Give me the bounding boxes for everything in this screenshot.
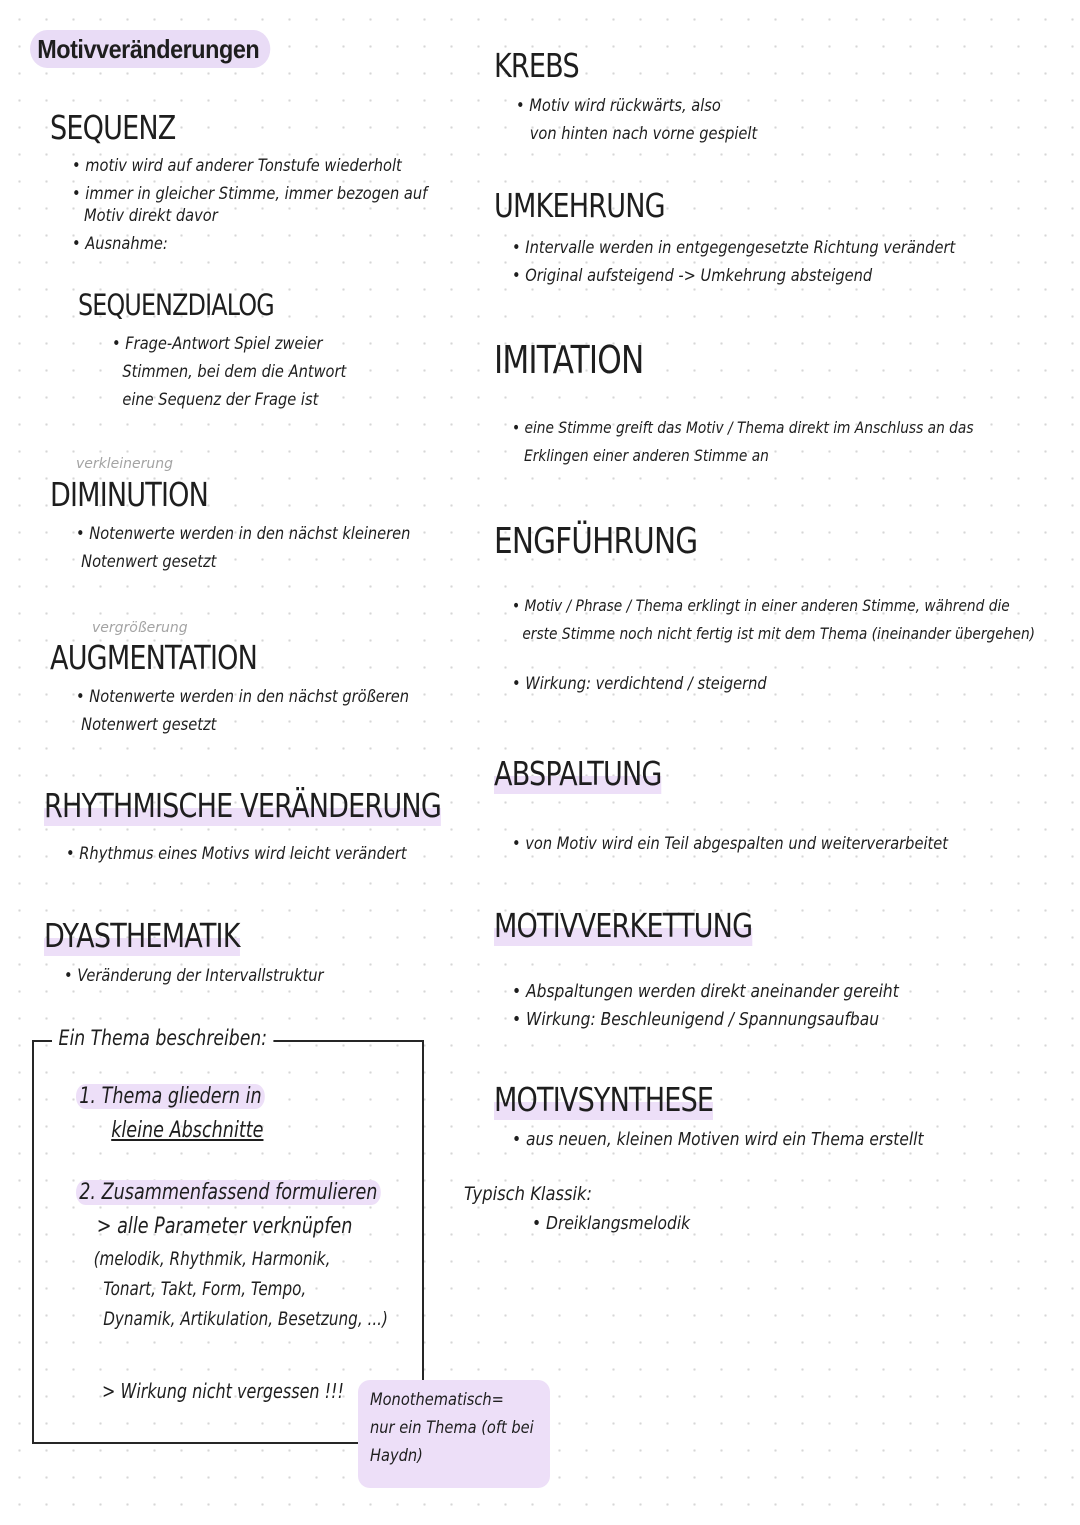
heading-rhythmische-veraenderung: RHYTHMISCHE VERÄNDERUNG <box>44 786 441 825</box>
step-1-line: 1. Thema gliedern in <box>76 1080 265 1114</box>
section-klassik-body <box>532 1210 716 1238</box>
heading-abspaltung: ABSPALTUNG <box>494 754 662 793</box>
list-item: • Frage-Antwort Spiel zweier <box>112 330 346 358</box>
list-item: Notenwert gesetzt <box>81 552 217 572</box>
list-item: Motiv direkt davor <box>84 206 218 226</box>
section-engfuehrung-body <box>512 592 1080 698</box>
list-item: erste Stimme noch nicht fertig ist mit dem Thema (ineinander übergehen) <box>522 624 1036 643</box>
heading-engfuehrung: ENGFÜHRUNG <box>494 521 698 562</box>
list-item: • aus neuen, kleinen Motiven wird ein Thema erstellt <box>512 1126 924 1154</box>
list-item: • Notenwerte werden in den nächst kleineren <box>76 520 410 548</box>
note-line: Haydn) <box>370 1446 423 1466</box>
heading-sequenzdialog: SEQUENZDIALOG <box>78 288 274 322</box>
thema-step-1 <box>76 1080 312 1148</box>
step-2-line: 2. Zusammenfassend formulieren <box>76 1176 388 1210</box>
heading-sequenz: SEQUENZ <box>50 108 176 147</box>
step-2-line: (melodik, Rhythmik, Harmonik, <box>93 1248 331 1270</box>
section-rhythmisch-body <box>66 840 462 868</box>
section-abspaltung-body <box>512 830 1019 858</box>
list-item: • Motiv / Phrase / Thema erklingt in einer anderen Stimme, während die <box>512 592 1035 620</box>
list-item: • Motiv wird rückwärts, also <box>516 92 757 120</box>
heading-augmentation: AUGMENTATION <box>50 638 258 677</box>
section-sequenz-body <box>72 152 485 258</box>
step-2-line: > alle Parameter verknüpfen <box>96 1214 353 1239</box>
section-augmentation-body <box>76 683 463 739</box>
step-1-line: kleine Abschnitte <box>111 1118 264 1143</box>
section-diminution-body <box>76 520 465 576</box>
section-umkehrung-body <box>512 234 1027 290</box>
heading-motivsynthese: MOTIVSYNTHESE <box>494 1080 714 1119</box>
section-motivverkettung-body <box>512 978 962 1034</box>
list-item: von hinten nach vorne gespielt <box>529 124 758 144</box>
section-imitation-body <box>512 414 1049 470</box>
page-title: Motivveränderungen <box>30 30 270 68</box>
list-item: Notenwert gesetzt <box>81 715 217 735</box>
thema-step-2 <box>76 1176 466 1334</box>
list-item: • Rhythmus eines Motivs wird leicht verändert <box>66 840 407 868</box>
list-item: • von Motiv wird ein Teil abgespalten und weiterverarbeitet <box>512 830 948 858</box>
section-krebs-body <box>516 92 797 148</box>
list-item: • Notenwerte werden in den nächst größeren <box>76 683 409 711</box>
thema-step-3: > Wirkung nicht vergessen !!! <box>102 1379 344 1403</box>
list-item: • Wirkung: verdichtend / steigernd <box>512 670 1035 698</box>
label-vergroesserung: vergrößerung <box>92 620 188 636</box>
list-item: • eine Stimme greift das Motiv / Thema direkt im Anschluss an das <box>512 414 974 442</box>
thema-box-title: Ein Thema beschreiben: <box>52 1026 274 1050</box>
list-item: • Veränderung der Intervallstruktur <box>64 962 323 990</box>
list-item: Stimmen, bei dem die Antwort <box>122 362 347 382</box>
list-item: • Dreiklangsmelodik <box>532 1210 690 1238</box>
list-item: Erklingen einer anderen Stimme an <box>524 446 769 465</box>
step-2-line: Tonart, Takt, Form, Tempo, <box>103 1278 307 1300</box>
heading-krebs: KREBS <box>494 46 579 85</box>
list-item: • Wirkung: Beschleunigend / Spannungsaufbau <box>512 1006 899 1034</box>
heading-dyasthematik: DYASTHEMATIK <box>44 916 240 955</box>
list-item: eine Sequenz der Frage ist <box>122 390 319 410</box>
heading-motivverkettung: MOTIVVERKETTUNG <box>494 906 753 945</box>
heading-umkehrung: UMKEHRUNG <box>494 186 665 225</box>
label-verkleinerung: verkleinerung <box>76 456 174 472</box>
section-motivsynthese-body <box>512 1126 991 1154</box>
section-dyasthematik-body <box>64 962 366 990</box>
list-item: • Abspaltungen werden direkt aneinander gereiht <box>512 978 899 1006</box>
list-item: • motiv wird auf anderer Tonstufe wiederholt <box>72 152 427 180</box>
list-item: • Intervalle werden in entgegengesetzte Richtung verändert <box>512 234 955 262</box>
note-line: Monothematisch= <box>370 1390 504 1410</box>
list-item: • Original aufsteigend -> Umkehrung absteigend <box>512 262 955 290</box>
section-sequenzdialog-body <box>112 330 384 414</box>
list-item: • Ausnahme: <box>72 230 427 258</box>
note-line: nur ein Thema (oft bei <box>370 1418 534 1438</box>
typisch-klassik-heading: Typisch Klassik: <box>464 1183 592 1205</box>
heading-diminution: DIMINUTION <box>50 475 209 514</box>
list-item: • immer in gleicher Stimme, immer bezogen auf <box>72 180 427 208</box>
monothematisch-note-text <box>370 1386 560 1470</box>
heading-imitation: IMITATION <box>494 338 644 382</box>
step-2-line: Dynamik, Artikulation, Besetzung, ...) <box>103 1308 388 1330</box>
